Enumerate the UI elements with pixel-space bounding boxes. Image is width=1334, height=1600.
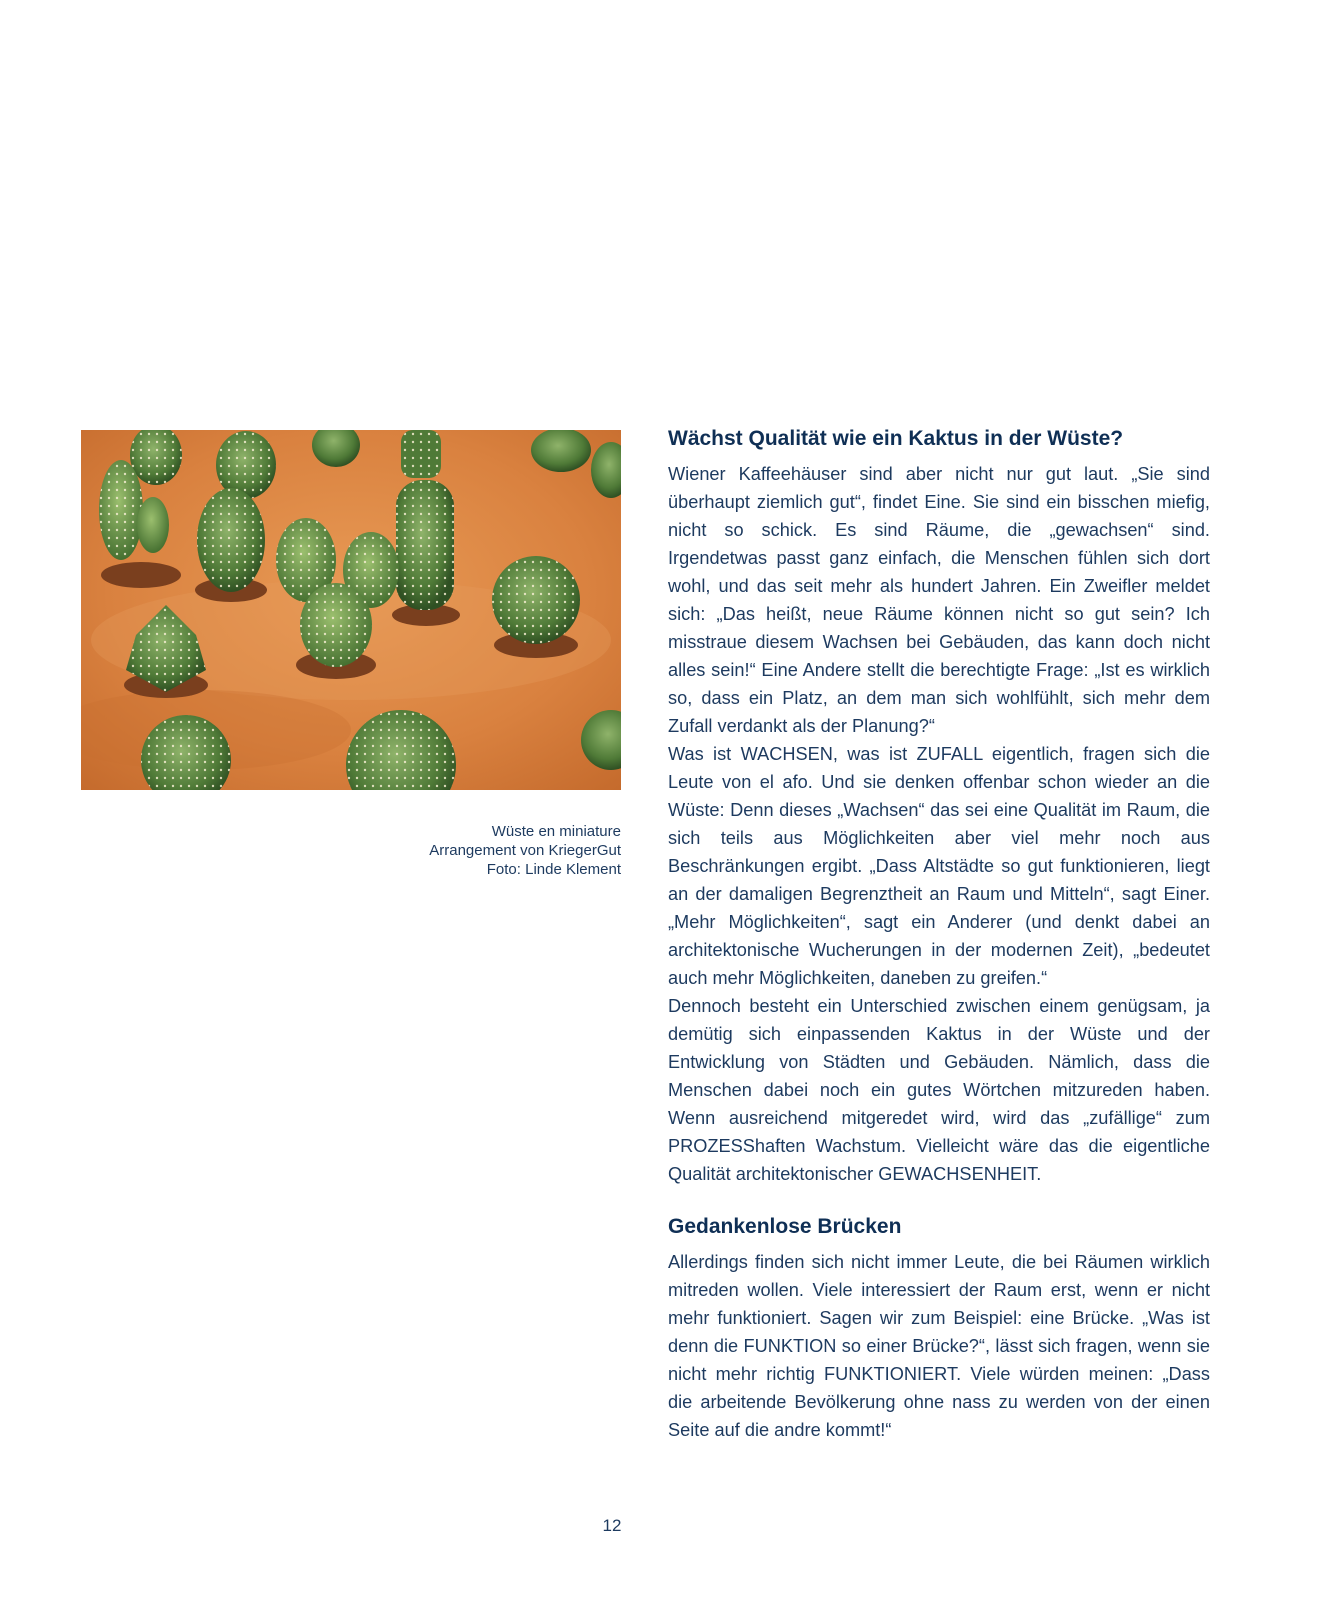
paragraph: Was ist WACHSEN, was ist ZUFALL eigentlich, fragen sich die Leute von el afo. Und sie denken offenbar schon wieder an die Wüste: Denn dieses „Wachsen“ das sei eine Qualität im Raum, die sich teils aus Möglichkeiten aber viel mehr noch aus Beschränkungen ergibt. „Dass Altstädte so gut funktionieren, liegt an der damaligen Begrenztheit an Raum und Mitteln“, sagt Einer. „Mehr Möglichkeiten“, sagt ein Anderer (und denkt dabei an architektonische Wucherungen in der modernen Zeit), „bedeutet auch mehr Möglichkeiten, daneben zu greifen.“ <box>668 744 1210 988</box>
caption-line-title: Wüste en miniature <box>491 823 621 840</box>
caption-line-arrangement: Arrangement von KriegerGut <box>429 842 621 859</box>
article-column <box>668 426 1210 1444</box>
photo-caption <box>300 822 621 879</box>
section-heading-bruecken: Gedankenlose Brücken <box>668 1215 902 1238</box>
cactus-garden-photo-icon <box>81 430 621 790</box>
paragraph: Allerdings finden sich nicht immer Leute, die bei Räumen wirklich mitreden wollen. Viele interessiert der Raum erst, wenn er nicht mehr funktioniert. Sagen wir zum Beispiel: eine Brücke. „Was ist denn die FUNKTION so einer Brücke?“, lässt sich fragen, wenn sie nicht mehr richtig FUNKTIONIERT. Viele würden meinen: „Dass die arbeitende Bevölkerung ohne nass zu werden von der einen Seite auf die andre kommt!“ <box>668 1252 1210 1440</box>
paragraph: Wiener Kaffeehäuser sind aber nicht nur gut laut. „Sie sind überhaupt ziemlich gut“, findet Eine. Sie sind ein bisschen miefig, nicht so schick. Es sind Räume, die „gewachsen“ sind. Irgendetwas passt ganz einfach, die Menschen fühlen sich dort wohl, und das seit mehr als hundert Jahren. Ein Zweifler meldet sich: „Das heißt, neue Räume können nicht so gut sein? Ich misstraue diesem Wachsen bei Gebäuden, das kann doch nicht alles sein!“ Eine Andere stellt die berechtigte Frage: „Ist es wirklich so, dass ein Platz, an dem man sich wohlfühlt, sich mehr dem Zufall verdankt als der Planung?“ <box>668 464 1210 736</box>
page-number: 12 <box>602 1516 622 1535</box>
caption-line-photo-credit: Foto: Linde Klement <box>486 861 621 878</box>
paragraph: Dennoch besteht ein Unterschied zwischen einem genügsam, ja demütig sich einpassenden Kaktus in der Wüste und der Entwicklung von Städten und Gebäuden. Nämlich, dass die Menschen dabei noch ein gutes Wörtchen mitzureden haben. Wenn ausreichend mitgeredet wird, wird das „zufällige“ zum PROZESShaften Wachstum. Vielleicht wäre das die eigentliche Qualität architektonischer GEWACHSENHEIT. <box>668 996 1210 1184</box>
cactus-photo <box>81 430 621 790</box>
section-heading-kaktus: Wächst Qualität wie ein Kaktus in der Wüste? <box>668 427 1124 450</box>
